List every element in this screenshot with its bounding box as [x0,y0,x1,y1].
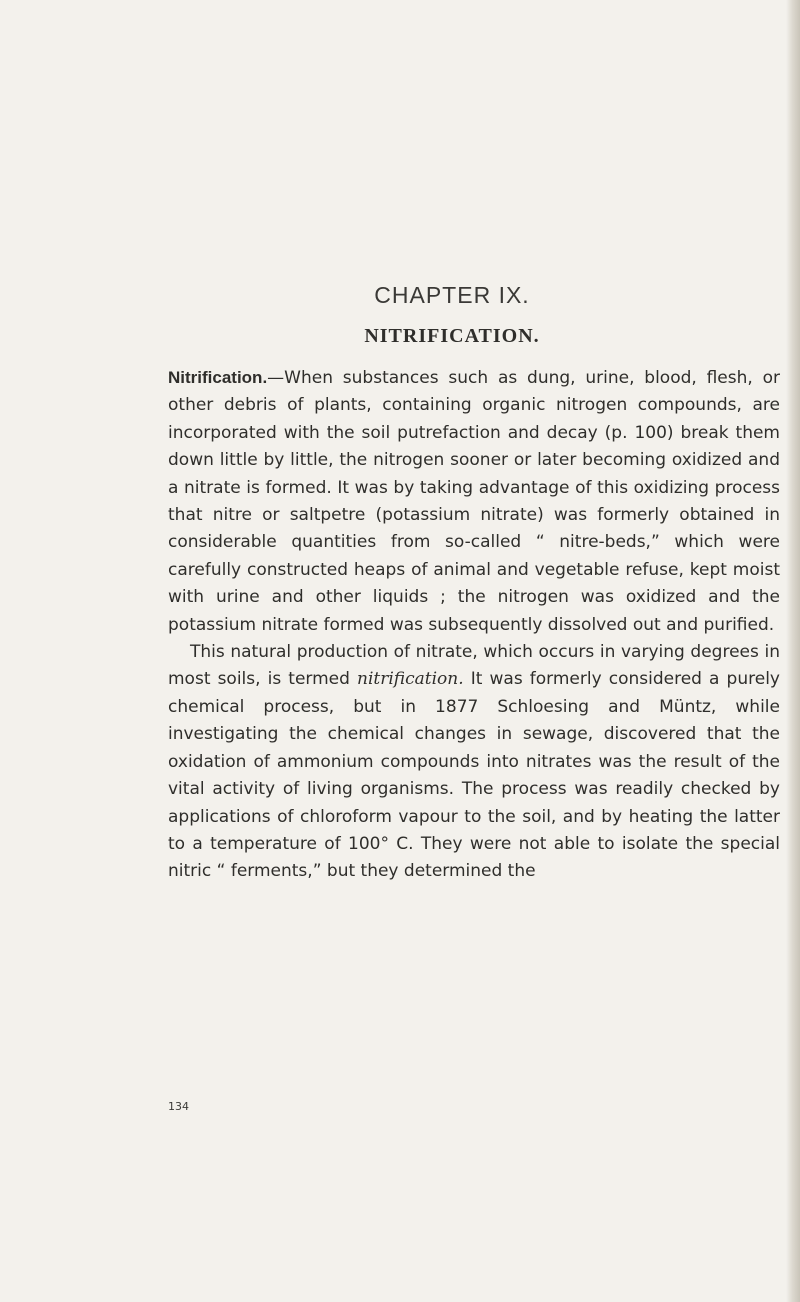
chapter-title: NITRIFICATION. [364,325,540,347]
paragraph-2-text-after: It was formerly considered a purely chemical process, but in 1877 Schloesing and Müntz, while investigating the chemical changes in sewage, discovered that the oxidation of ammonium compounds into nitrates was the result of the vital activity of living organisms. The process was readily checked by applications of chloroform vapour to the soil, and by heating the latter to a temperature of 100° C. They were not able to isolate the special nitric “ ferments,” but they determined the [168,669,780,882]
page-content [168,282,780,1113]
page-edge-shadow [786,0,800,1302]
run-in-heading: Nitrification. [168,368,268,387]
body-text [168,364,780,886]
page-number: 134 [168,1100,189,1113]
paragraph-1-text: —When substances such as dung, urine, blood, flesh, or other debris of plants, containing organic nitrogen compounds, are incorporated with the soil putrefaction and decay (p. 100) break them down little by little, the nitrogen sooner or later becoming oxidized and a nitrate is formed. It was by taking advantage of this oxidizing process that nitre or saltpetre (potassium nitrate) was formerly obtained in considerable quantities from so-called “ nitre-beds,” which were carefully constructed heaps of animal and vegetable refuse, kept moist with urine and other liquids ; the nitrogen was oxidized and the potassium nitrate formed was subsequently dissolved out and purified. [168,368,780,635]
paragraph-nitrification [168,364,780,639]
italic-term: nitrification. [357,669,464,690]
paragraph-natural-production [168,639,780,886]
paragraph-2-text-before: This natural production of nitrate, which occurs in varying degrees in most soils, is termed [168,642,780,690]
chapter-heading: CHAPTER IX. [374,282,530,308]
